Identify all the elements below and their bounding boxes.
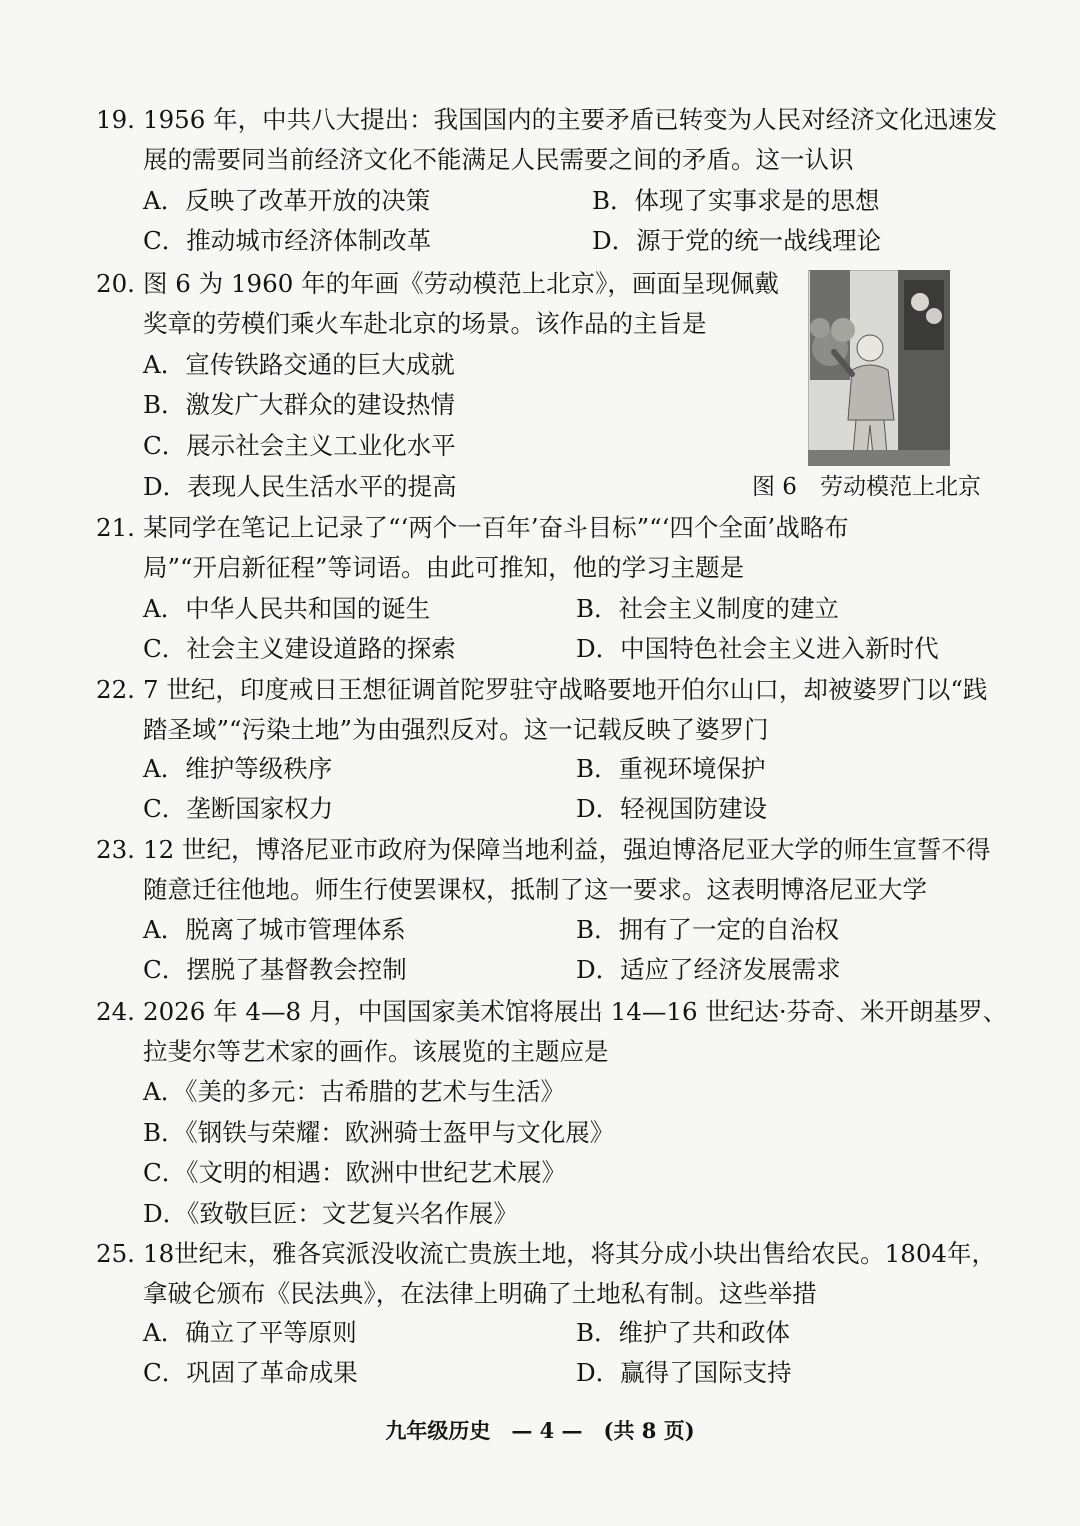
question-stem-line: 18世纪末，雅各宾派没收流亡贵族土地，将其分成小块出售给农民。1804年， — [143, 1239, 997, 1268]
question-number: 22. — [96, 675, 135, 704]
option-a: A．中华人民共和国的诞生 — [143, 594, 431, 623]
question-stem-line: 7 世纪，印度戒日王想征调首陀罗驻守战略要地开伯尔山口，却被婆罗门以“践 — [143, 675, 988, 704]
option-d: D．适应了经济发展需求 — [576, 955, 841, 984]
option-a: A．宣传铁路交通的巨大成就 — [143, 350, 455, 379]
question-number: 24. — [96, 997, 135, 1026]
option-d: D．《致敬巨匠：文艺复兴名作展》 — [143, 1199, 518, 1228]
question-stem-line: 图 6 为 1960 年的年画《劳动模范上北京》，画面呈现佩戴 — [143, 269, 779, 298]
question-number: 23. — [96, 835, 135, 864]
question-stem-line: 局”“开启新征程”等词语。由此可推知，他的学习主题是 — [143, 553, 745, 582]
option-d: D．轻视国防建设 — [576, 794, 768, 823]
page-footer: 九年级历史 — 4 — (共 8 页) — [385, 1418, 695, 1443]
option-b: B．重视环境保护 — [576, 754, 766, 783]
option-b: B．拥有了一定的自治权 — [576, 915, 840, 944]
option-d: D．赢得了国际支持 — [576, 1358, 792, 1387]
option-b: B．社会主义制度的建立 — [576, 594, 840, 623]
option-c: C．社会主义建设道路的探索 — [143, 634, 456, 663]
option-c: C．垄断国家权力 — [143, 794, 334, 823]
option-b: B．体现了实事求是的思想 — [592, 186, 880, 215]
question-stem-line: 2026 年 4—8 月，中国国家美术馆将展出 14—16 世纪达·芬奇、米开朗基罗、 — [143, 997, 1008, 1026]
option-d: D．表现人民生活水平的提高 — [143, 472, 457, 501]
question-stem-line: 随意迁往他地。师生行使罢课权，抵制了这一要求。这表明博洛尼亚大学 — [143, 875, 927, 904]
question-number: 25. — [96, 1239, 135, 1268]
option-c: C．推动城市经济体制改革 — [143, 226, 432, 255]
question-stem-line: 踏圣域”“污染土地”为由强烈反对。这一记载反映了婆罗门 — [143, 715, 769, 744]
option-a: A．维护等级秩序 — [143, 754, 333, 783]
question-stem-line: 12 世纪，博洛尼亚市政府为保障当地利益，强迫博洛尼亚大学的师生宣誓不得 — [143, 835, 991, 864]
question-stem-line: 拉斐尔等艺术家的画作。该展览的主题应是 — [143, 1037, 609, 1066]
option-c: C．《文明的相遇：欧洲中世纪艺术展》 — [143, 1158, 566, 1187]
new-year-painting-image — [808, 270, 950, 466]
question-number: 19. — [96, 105, 135, 134]
option-c: C．展示社会主义工业化水平 — [143, 431, 456, 460]
question-stem-line: 某同学在笔记上记录了“‘两个一百年’奋斗目标”“‘四个全面’战略布 — [143, 513, 849, 542]
option-b: B．维护了共和政体 — [576, 1318, 791, 1347]
question-stem-line: 奖章的劳模们乘火车赴北京的场景。该作品的主旨是 — [143, 309, 707, 338]
option-a: A．《美的多元：古希腊的艺术与生活》 — [143, 1077, 565, 1106]
option-a: A．确立了平等原则 — [143, 1318, 357, 1347]
question-number: 20. — [96, 269, 135, 298]
option-a: A．脱离了城市管理体系 — [143, 915, 406, 944]
figure-caption: 图 6 劳动模范上北京 — [752, 474, 981, 500]
question-stem-line: 拿破仑颁布《民法典》，在法律上明确了土地私有制。这些举措 — [143, 1279, 817, 1308]
question-stem-line: 1956 年，中共八大提出：我国国内的主要矛盾已转变为人民对经济文化迅速发 — [143, 105, 998, 134]
option-c: C．巩固了革命成果 — [143, 1358, 358, 1387]
option-b: B．激发广大群众的建设热情 — [143, 390, 456, 419]
option-d: D．源于党的统一战线理论 — [592, 226, 882, 255]
option-c: C．摆脱了基督教会控制 — [143, 955, 407, 984]
question-stem-line: 展的需要同当前经济文化不能满足人民需要之间的矛盾。这一认识 — [143, 145, 854, 174]
option-d: D．中国特色社会主义进入新时代 — [576, 634, 939, 663]
question-number: 21. — [96, 513, 135, 542]
option-b: B．《钢铁与荣耀：欧洲骑士盔甲与文化展》 — [143, 1118, 615, 1147]
option-a: A．反映了改革开放的决策 — [143, 186, 431, 215]
painting-illustration — [808, 270, 950, 466]
